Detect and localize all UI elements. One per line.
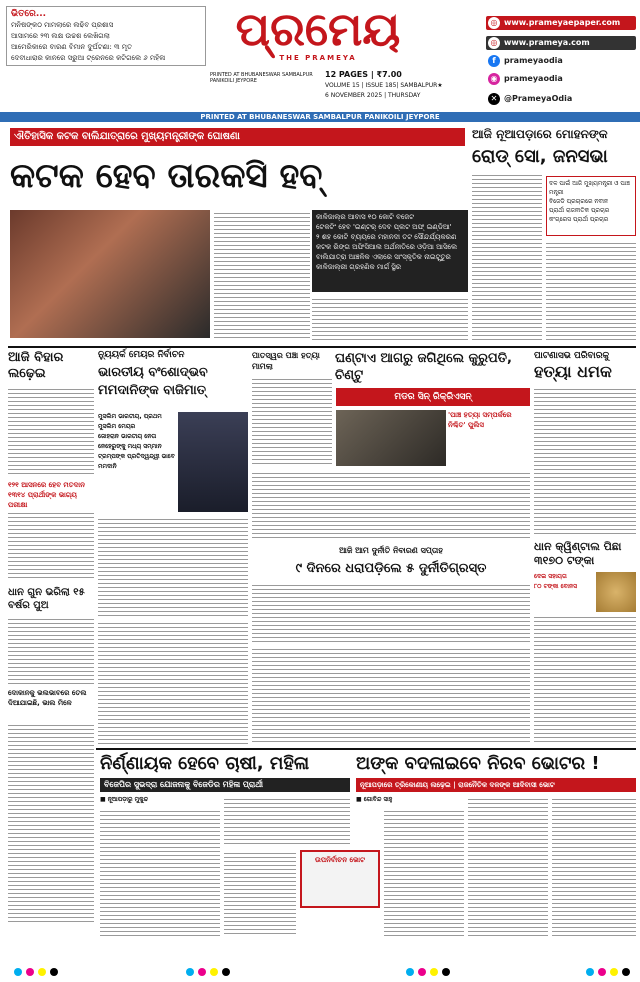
masthead [208, 4, 428, 70]
inside-title: ଭିତରେ... [11, 9, 47, 19]
social-epaper[interactable] [486, 16, 636, 30]
bottom-left-body-3 [224, 850, 296, 936]
cyan-dot [186, 968, 194, 976]
black-dot [622, 968, 630, 976]
magenta-dot [26, 968, 34, 976]
social-x[interactable] [486, 92, 636, 106]
dhan-bullet: ୮୦ ଟଙ୍କା ବୋନସ [534, 583, 578, 590]
magenta-dot [598, 968, 606, 976]
lead-bullet: କଟକ ରିଙ୍ଗ ଅଫିସିଆଲ ଅର୍ଥନୀତିରେ ଓଡ଼ିଆ ଆସିଲେ [316, 243, 458, 251]
accidents-sub: ଆଜି ଆମ ଦୁର୍ନୀତି ନିବାରଣ ସପ୍ତାହ [339, 546, 443, 555]
pataswar-body [252, 376, 332, 464]
violence-body [8, 722, 94, 922]
pataswar-headline[interactable]: ଘଣ୍ଟାଏ ଆଗରୁ ଜଗିଥିଲେ କୁରୁପତି, ଚିଣ୍ଟୁ [335, 351, 512, 383]
masthead-volume: VOLUME 15 | ISSUE 185| SAMBALPUR★ [325, 82, 443, 89]
evm-badge-label: ଉପନିର୍ବାଚନ ଭୋଟ [315, 856, 365, 864]
lead-bullets [312, 210, 468, 292]
masthead-pages: 12 PAGES | ₹7.00 [325, 70, 402, 79]
paddy-body [8, 616, 94, 686]
right-top-bullet: ବିଜେଡି ପ୍ରଚାରରେ ନବୀନ [549, 198, 609, 205]
bottom-right-body-3 [552, 796, 636, 936]
registration-marks [0, 968, 640, 978]
divider [8, 346, 636, 348]
right-top-bullets [546, 176, 636, 236]
right-top-body-2 [546, 240, 636, 340]
social-epaper-text: www.prameyaepaper.com [504, 18, 621, 27]
dhan-bullet: ଦେଇ ସହାୟତା [534, 573, 567, 580]
masthead-english: THE PRAMEYA [279, 54, 357, 62]
right-top-bullet: କଂଗ୍ରେସ ପ୍ରାର୍ଥୀ ପ୍ରଚାର [549, 216, 609, 223]
yellow-dot [210, 968, 218, 976]
bihar-bullet: ୧୨୧ ଆସନରେ ହେବ ମତଦାନ [8, 481, 85, 489]
dhan-bullets [534, 572, 594, 592]
bihar-body-2 [8, 510, 94, 580]
lead-body-2 [312, 296, 468, 340]
masthead-printed: PRINTED AT BHUBANESWAR SAMBALPUR PANIKOILI JEYPORE [210, 72, 313, 84]
magenta-dot [418, 968, 426, 976]
bottom-left-body-2 [224, 796, 350, 846]
lead-bullet: ୨ ଶହ କୋଟି ବ୍ୟୟରେ ମହାନଦୀ ତଟ ସୌନ୍ଦର୍ଯ୍ୟକରଣ [316, 233, 457, 241]
nyc-kicker: ନ୍ୟୁୟର୍କ ମେୟର ନିର୍ବାଚନ [98, 350, 185, 360]
globe-icon: ◎ [488, 17, 500, 29]
print-bar: PRINTED AT BHUBANESWAR SAMBALPUR PANIKOILI JEYPORE [0, 112, 640, 122]
inside-item[interactable]: ମନିଷଙ୍କଠ ମାମଲାରେ ଲଢିବ ପ୍ରଶାସ [11, 21, 114, 29]
right-top-body [472, 172, 542, 342]
cyan-dot [14, 968, 22, 976]
pataswar-photo [336, 410, 446, 466]
inside-item[interactable]: ଆସାମରେ ୨୩ ଲକ୍ଷ ଉଚ୍ଚଶ ଲେଖିଗଲା [11, 32, 110, 40]
nyc-photo [178, 412, 248, 512]
evm-badge [300, 850, 380, 908]
nyc-bullets [98, 412, 176, 472]
bihar-headline[interactable]: ଆଜି ବିହାର ଲଢ଼େଇ [8, 350, 64, 381]
cyan-dot [586, 968, 594, 976]
bihar-body [8, 386, 94, 476]
bottom-left-headline[interactable]: ନିର୍ଣ୍ଣାୟକ ହେବେ ଚାଷୀ, ମହିଳା [100, 753, 310, 774]
dhan-photo [596, 572, 636, 612]
right-top-bullet: ଦଳ ପାଇଁ ଆଜି ମୁଖ୍ୟମନ୍ତ୍ରୀ ଓ ପାଞ୍ଚ ମନ୍ତ୍ରୀ [549, 180, 630, 196]
nyc-bullet: ଟ୍ରମ୍ପଙ୍କ ପ୍ରତିଦ୍ୱନ୍ଦ୍ୱୀ ଭାବେ ମମଦାନି [98, 453, 175, 470]
nyc-bullet: ମୁସଲିମ ଭାରତୀୟ, ପ୍ରଥମ ମୁସଲିମ ମେୟର [98, 413, 162, 430]
right-top-bullet: ପ୍ରାର୍ଥୀ ରାଜନୀତିକ ପ୍ରଚାର [549, 207, 610, 214]
pataswar-scene: ମଡର ସିନ୍ ରିକ୍ରିଏସନ୍ [336, 388, 530, 406]
bottom-left-body [100, 808, 220, 936]
yellow-dot [38, 968, 46, 976]
social-x-text: @PrameyaOdia [504, 94, 573, 103]
bottom-right-byline: ■ ଗୋବିନ୍ଦ ସାହୁ [356, 796, 393, 803]
nyc-bullet: ନେହେରୁଙ୍କୁ ମଧ୍ୟ ସମ୍ମାନ [98, 443, 162, 450]
instagram-icon: ◉ [488, 73, 500, 85]
lead-bullet: କାଳିଜାଲ୍ରୀ ଗ୍ରହଣିକ ମାର୍ଗ ସ୍ଥିର [316, 263, 402, 271]
inside-item[interactable]: ଆମେରିକାରେ ବାରଣ ବିମାନ ଦୁର୍ଘଟଣା: ୩ ମୃତ [11, 43, 132, 51]
facebook-icon: f [488, 55, 500, 67]
cyan-dot [406, 968, 414, 976]
social-facebook[interactable] [486, 54, 636, 68]
masthead-date: 6 NOVEMBER 2025 | THURSDAY [325, 92, 421, 99]
social-instagram-text: prameyaodia [504, 74, 563, 83]
threat-body [534, 386, 636, 536]
bottom-right-sub: ନୂଆପଡ଼ାରେ ତ୍ରିକୋଣୀୟ ଲଢ଼େଇ | ରାଜନୈତିକ ଦଳଙ୍କ ଆଦିବାସୀ ଭୋଟ [356, 778, 636, 792]
bottom-left-sub: ବିଜେପିର ସୁଭଦ୍ରା ଯୋଜନାକୁ ବିଜେଡିର ମହିଳା ପ୍ରାର୍ଥୀ [100, 778, 350, 792]
threat-kicker: ପାଟଣାସଭ ପରିବାରକୁ [534, 351, 610, 361]
bihar-bullets [8, 480, 94, 510]
yellow-dot [430, 968, 438, 976]
bottom-right-body-1 [384, 808, 464, 936]
lead-bullet: ବାଲିଯାତ୍ରା ଆଞ୍ଚଳିକ ଏଲାରେ ସାଂସ୍କୃତିକ ନାଇଟ୍ସ୍ତୁର [316, 253, 451, 261]
bottom-right-body-2 [468, 796, 548, 936]
lead-kicker: ଐତିହାସିକ କଟକ ବାଲିଯାତ୍ରାରେ ମୁଖ୍ୟମନ୍ତ୍ରୀଙ୍କ ଘୋଷଣା [10, 128, 465, 146]
yellow-dot [610, 968, 618, 976]
lead-body [214, 210, 310, 340]
pataswar-kicker: ପାତସ୍ୱର ପଞ୍ଚା ହତ୍ୟା ମାମଲା [252, 351, 320, 371]
nyc-bullet: ଜୋହରାନ ଭାରତୀୟ ନେତା [98, 433, 157, 440]
dhan-body [534, 614, 636, 744]
magenta-dot [198, 968, 206, 976]
inside-box [6, 6, 206, 66]
dhan-headline[interactable]: ଧାନ କ୍ୱିଣ୍ଟାଲ ପିଛା ୩୧୭୦ ଟଙ୍କା [534, 540, 622, 567]
mid-body-1 [98, 620, 248, 744]
black-dot [222, 968, 230, 976]
lead-bullet: ଟେକଟିଂ ହେବ 'ଇଣ୍ଟର୍ ଦେବ ପ୍ଲଟ ଅଫ୍ ଇଣ୍ଡିଆ' [316, 223, 452, 231]
social-site[interactable] [486, 36, 636, 50]
right-top-kicker: ଆଜି ନୂଆପଡ଼ାରେ ମୋହନଙ୍କ [472, 127, 608, 141]
x-icon: ✕ [488, 93, 500, 105]
social-instagram[interactable] [486, 72, 636, 86]
nyc-body [98, 516, 248, 616]
lead-bullet: କାଳିଜାଲ୍ର ଆବାସ ୧୦ କୋଟି ବଜେଟ [316, 213, 415, 221]
right-top-headline[interactable]: ରୋଡ୍ ସୋ, ଜନସଭା [472, 146, 608, 167]
globe-icon: ◎ [488, 37, 500, 49]
bihar-bullet: ୧୩୧୪ ପ୍ରାର୍ଥୀଙ୍କ ଭାଗ୍ୟ ପରୀକ୍ଷା [8, 491, 77, 509]
paddy-headline[interactable]: ଧାନ ଗୁନ ଭରିଲା ୧୫ ବର୍ଷର ପୁଅ [8, 587, 85, 611]
divider [96, 748, 636, 750]
bottom-right-headline[interactable]: ଅଙ୍କ ବଦଳାଇବେ ନିରବ ଭୋଟର ! [356, 753, 600, 774]
pataswar-body-2 [252, 470, 530, 540]
masthead-logo: ପ୍ରମେୟ [235, 2, 401, 56]
violence-headline[interactable]: ଦୋକାନକୁ ଭଲଭାବରେ ତେଲ ଦିଆଯାଇଛି, ଭାଲ ମିଳେ [8, 689, 87, 707]
nyc-headline[interactable]: ଭାରତୀୟ ବଂଶୋଦ୍ଭବ ମମଦାନିଙ୍କ ବାଜିମାତ୍ [98, 365, 208, 398]
lead-headline[interactable]: କଟକ ହେବ ତାରକସି ହବ୍ [10, 156, 323, 196]
mid-body-2 [252, 646, 530, 744]
accidents-headline[interactable]: ୯ ଦିନରେ ଧରାପଡ଼ିଲେ ୫ ଦୁର୍ନୀତିଗ୍ରସ୍ତ [295, 561, 487, 576]
social-site-text: www.prameya.com [504, 38, 590, 47]
threat-headline[interactable]: ହତ୍ୟା ଧମକ [534, 362, 612, 381]
black-dot [442, 968, 450, 976]
lead-photo [10, 210, 210, 338]
social-facebook-text: prameyaodia [504, 56, 563, 65]
pataswar-pullquote: 'ପାଞ୍ଚ ହତ୍ୟା ସମ୍ପର୍କରେ ନିଶ୍ଚିତ' ପୁଲିସ [448, 411, 512, 429]
black-dot [50, 968, 58, 976]
inside-item[interactable]: ଦେବୀଧାରାର କାନରେ ସରୁଆ ଟ୍ରେନରେ କଟିଗଲେ ୬ ମହିଳା [11, 54, 166, 62]
accidents-body [252, 582, 530, 642]
bottom-left-byline: ■ ନୂଆପଡ଼ାରୁ ମୁକୁନ୍ଦ [100, 796, 149, 803]
